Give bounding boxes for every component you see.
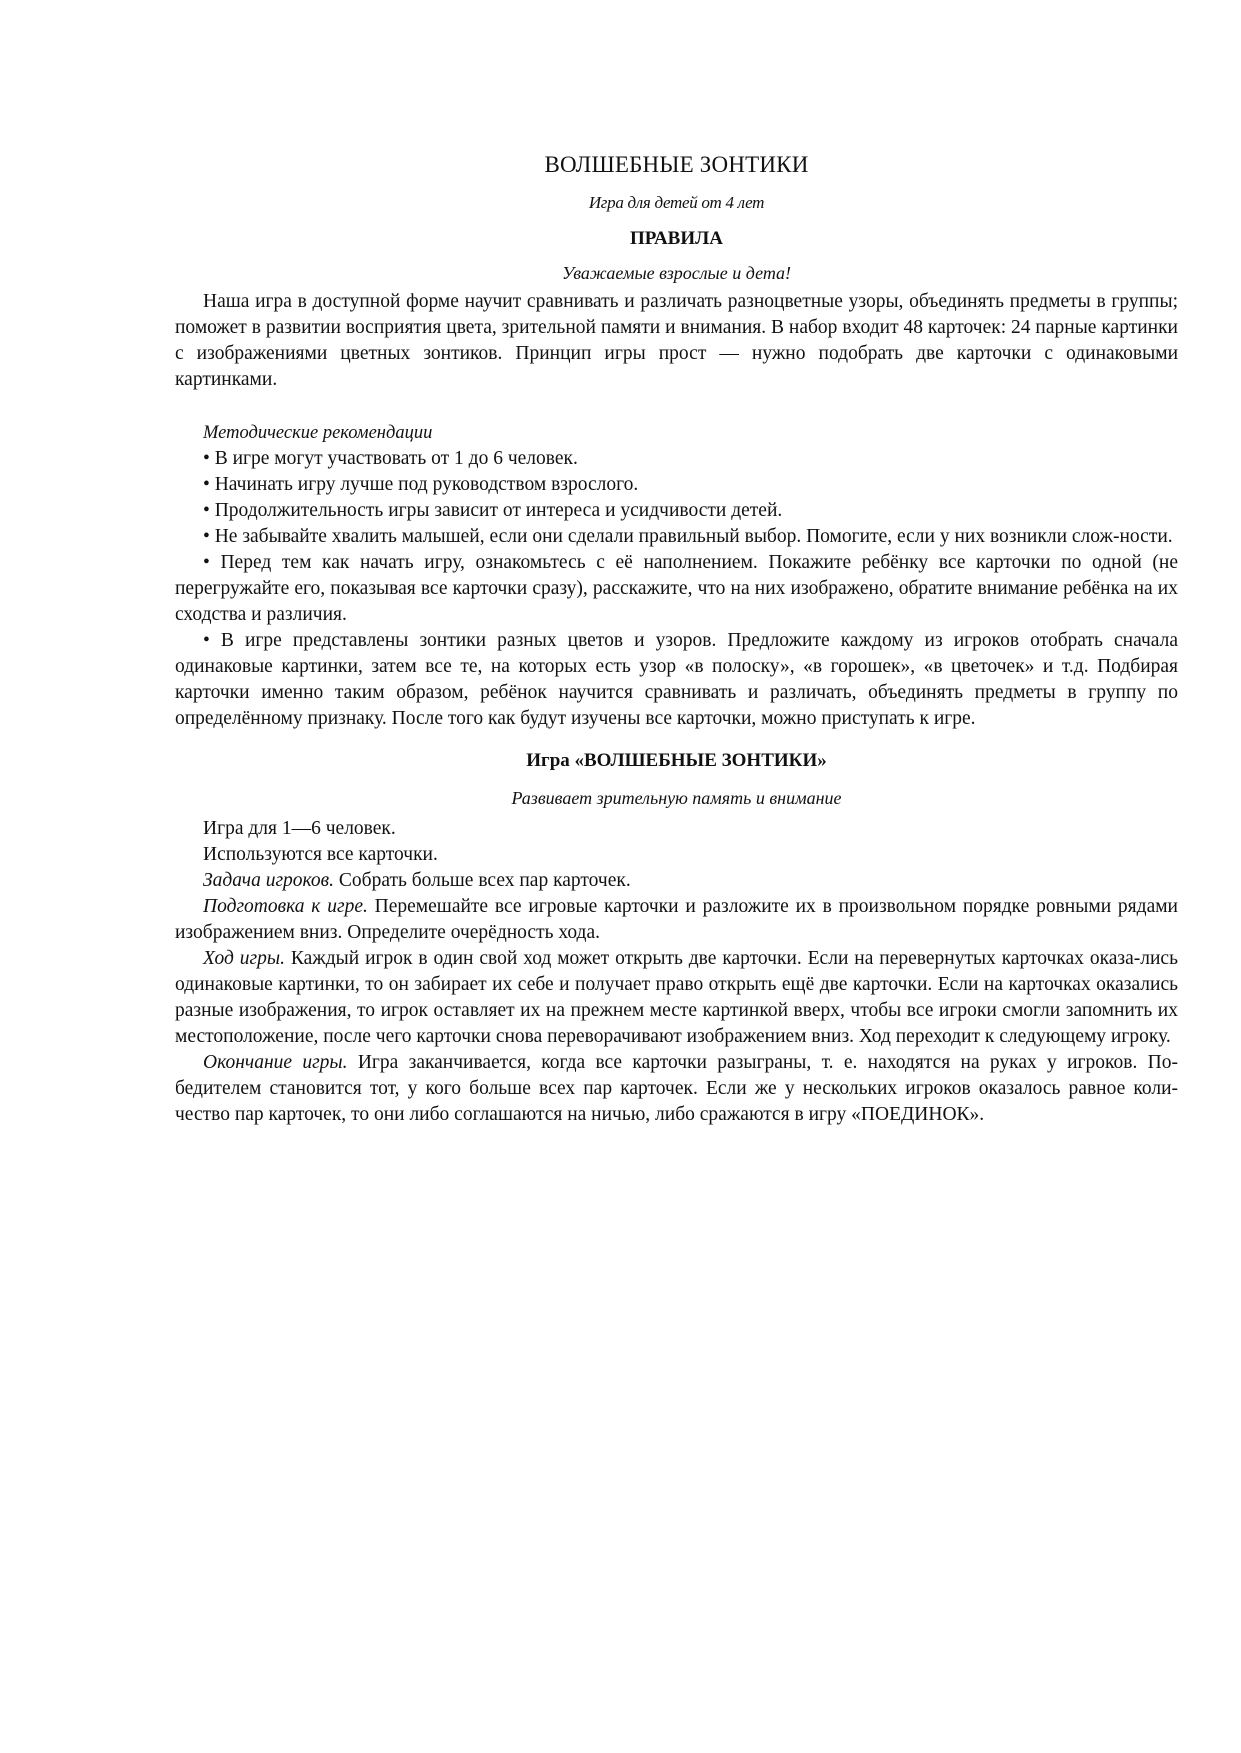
document-subtitle: Игра для детей от 4 лет: [588, 193, 765, 212]
game-rules: [175, 816, 1178, 1128]
task-text: Собрать больше всех пар карточек.: [334, 870, 631, 891]
end-label: Окончание игры.: [203, 1052, 348, 1073]
task-line: [175, 868, 1178, 894]
move-text: Каждый игрок в один свой ход может открыть две карточки. Если на перевернутых карточках оказа-лись одинаковые картинки, то он забирает их себе и получает право открыть ещё две карточки. Если на карточках оказались разные изображения, то игрок оставляет их на прежнем месте картинкой вверх, чтобы все игроки смогли запомнить их местоположение, после чего карточки снова переворачивают изображением вниз. Ход переходит к следующему игроку.: [175, 948, 1178, 1047]
methods-title: Методические рекомендации: [203, 423, 433, 443]
cards-line: Используются все карточки.: [203, 844, 438, 865]
prep-text: Перемешайте все игровые карточки и разложите их в произвольном порядке ровными рядами изображением вниз. Определите очерёдность хода.: [175, 896, 1178, 943]
bullet-item: • В игре представлены зонтики разных цветов и узоров. Предложите каждому из игроков отобрать сначала одинаковые картинки, затем все те, на которых есть узор «в полоску», «в горошек», «в цветочек» и т.д. Подбирая карточки именно таким образом, ребёнок научится сравнивать и различать, объединять предметы в группу по определённому признаку. После того как будут изучены все карточки, можно приступать к игре.: [175, 630, 1178, 729]
bullet-item: • В игре могут участвовать от 1 до 6 человек.: [203, 448, 578, 469]
bullet-item: • Перед тем как начать игру, ознакомьтесь с её наполнением. Покажите ребёнку все карточки по одной (не перегружайте его, показывая все карточки сразу), расскажите, что на них изображено, обратите внимание ребёнка на их сходства и различия.: [175, 552, 1178, 625]
document-title: ВОЛШЕБНЫЕ ЗОНТИКИ: [544, 152, 809, 177]
prep-paragraph: [175, 894, 1178, 946]
rules-heading: ПРАВИЛА: [629, 228, 723, 249]
bullet-item: • Начинать игру лучше под руководством взрослого.: [203, 474, 639, 495]
greeting: Уважаемые взрослые и дета!: [561, 263, 792, 283]
move-label: Ход игры.: [203, 948, 285, 969]
document-page: [175, 0, 1178, 1128]
bullet-item: • Не забывайте хвалить малышей, если они сделали правильный выбор. Помогите, если у них возникли слож-ности.: [203, 526, 1173, 547]
game-heading: Игра «ВОЛШЕБНЫЕ ЗОНТИКИ»: [526, 750, 827, 771]
game-subtitle: Развивает зрительную память и внимание: [511, 788, 842, 808]
players-line: Игра для 1—6 человек.: [203, 818, 396, 839]
end-paragraph: [175, 1050, 1178, 1128]
prep-label: Подготовка к игре.: [203, 896, 368, 917]
move-paragraph: [175, 946, 1178, 1050]
bullet-item: • Продолжительность игры зависит от интереса и усидчивости детей.: [203, 500, 783, 521]
intro-paragraph: Наша игра в доступной форме научит сравнивать и различать разноцветные узоры, объединять предметы в группы; поможет в развитии восприятия цвета, зрительной памяти и внимания. В набор входит 48 карточек: 24 парные картинки с изображениями цветных зонтиков. Принцип игры прост — нужно подобрать две карточки с одинаковыми картинками.: [175, 291, 1178, 390]
end-text: Игра заканчивается, когда все карточки разыграны, т. е. находятся на руках у игроков. По-бедителем становится тот, у кого больше всех пар карточек. Если же у нескольких игроков оказалось равное коли-чество пар карточек, то они либо соглашаются на ничью, либо сражаются в игру «ПОЕДИНОК».: [175, 1052, 1178, 1125]
task-label: Задача игроков.: [203, 870, 335, 891]
